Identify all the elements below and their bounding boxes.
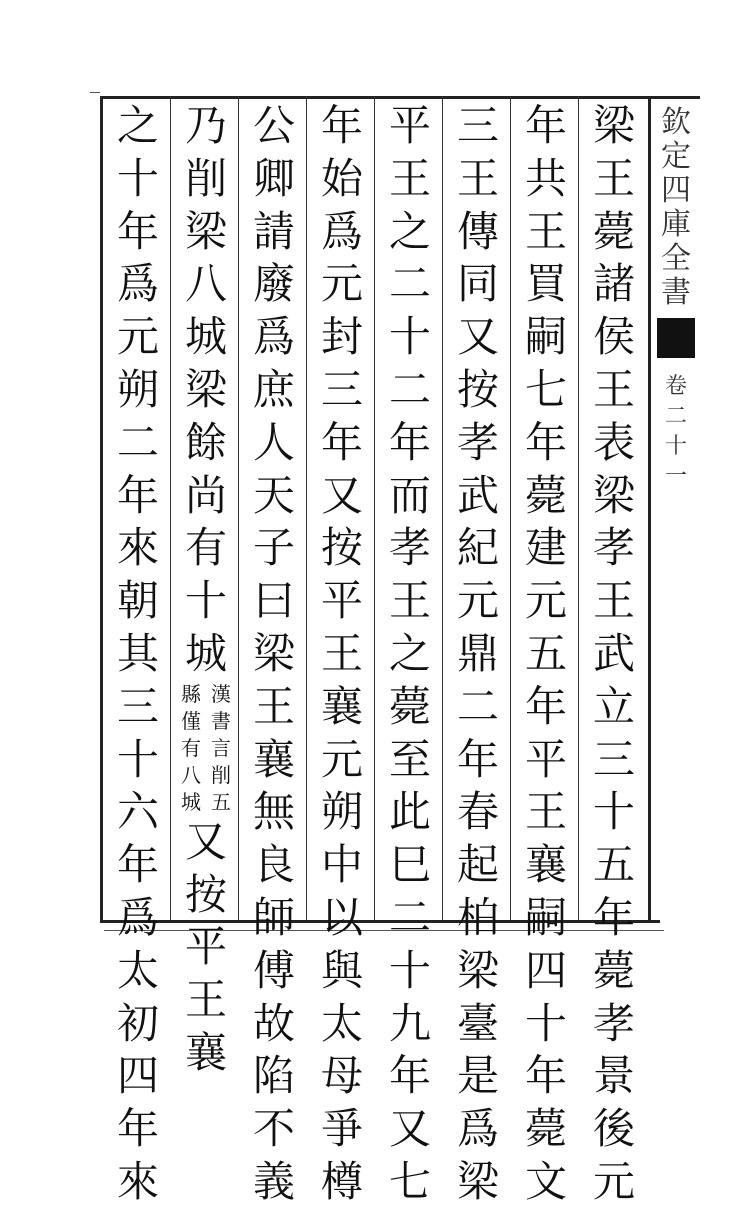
- text-column-6: [244, 100, 304, 1206]
- text-char: 六: [116, 787, 159, 837]
- text-char: 傅: [252, 945, 295, 995]
- book-title-char: 書: [661, 275, 691, 310]
- text-char: 請: [252, 206, 295, 256]
- note-char: 書: [211, 708, 231, 733]
- text-char: 王: [388, 153, 431, 203]
- text-char: 良: [252, 840, 295, 890]
- text-char: 乃: [184, 101, 227, 150]
- text-char: 嗣: [524, 312, 567, 362]
- column-rule: [306, 96, 307, 920]
- text-char: 梁: [456, 1156, 499, 1206]
- column-rule: [510, 96, 511, 920]
- text-char: 十: [116, 153, 159, 203]
- text-char: 三: [592, 734, 635, 784]
- text-char: 後: [592, 1104, 635, 1154]
- text-char: 鼎: [456, 628, 499, 678]
- text-char: 朔: [116, 364, 159, 414]
- text-char: 爲: [456, 1104, 499, 1154]
- text-char: 無: [252, 787, 295, 837]
- text-char: 平: [388, 101, 431, 150]
- note-char: 城: [181, 789, 201, 814]
- text-char: 年: [116, 1104, 159, 1154]
- text-char: 臺: [456, 998, 499, 1048]
- note-char: 漢: [211, 681, 231, 706]
- text-char: 五: [592, 840, 635, 890]
- interlinear-note: [176, 681, 236, 816]
- text-char: 十: [388, 945, 431, 995]
- note-column-right: [209, 681, 233, 816]
- text-char: 王: [592, 576, 635, 626]
- text-char: 三: [116, 681, 159, 731]
- text-char: 太: [320, 998, 363, 1048]
- volume-label-char: 卷: [664, 374, 687, 399]
- text-char: 王: [388, 576, 431, 626]
- text-char: 七: [388, 1156, 431, 1206]
- text-char: 紀: [456, 523, 499, 573]
- text-char: 十: [592, 787, 635, 837]
- text-char: 王: [456, 153, 499, 203]
- text-column-8: [108, 100, 168, 1206]
- text-char: 以: [320, 892, 363, 942]
- volume-label: [665, 372, 687, 492]
- text-char: 二: [388, 892, 431, 942]
- note-char: 縣: [181, 681, 201, 706]
- text-char: 孝: [388, 523, 431, 573]
- text-char: 二: [456, 681, 499, 731]
- text-char: 又: [388, 1104, 431, 1154]
- text-char: 三: [456, 101, 499, 150]
- text-char: 平: [320, 576, 363, 626]
- text-char: 師: [252, 892, 295, 942]
- text-char: 十: [116, 734, 159, 784]
- text-char: 共: [524, 153, 567, 203]
- text-char: 武: [592, 628, 635, 678]
- text-char: 薨: [388, 681, 431, 731]
- column-rule: [578, 96, 579, 920]
- text-char: 天: [252, 470, 295, 520]
- text-column-3: [448, 100, 508, 1206]
- text-char: 封: [320, 312, 363, 362]
- text-column-7: [176, 100, 236, 1077]
- note-char: 有: [181, 735, 201, 760]
- column-rule: [442, 96, 443, 920]
- text-char: 按: [184, 869, 227, 919]
- text-char: 不: [252, 1104, 295, 1154]
- book-title: [661, 106, 691, 310]
- text-char: 薨: [524, 1104, 567, 1154]
- volume-label-char: 一: [664, 464, 687, 489]
- text-char: 元: [116, 312, 159, 362]
- text-char: 表: [592, 417, 635, 467]
- text-char: 九: [388, 998, 431, 1048]
- note-column-left: [179, 681, 203, 816]
- text-char: 八: [184, 259, 227, 309]
- note-char: 削: [211, 762, 231, 787]
- text-char: 襄: [524, 840, 567, 890]
- text-char: 買: [524, 259, 567, 309]
- text-char: 廢: [252, 259, 295, 309]
- text-char: 武: [456, 470, 499, 520]
- text-char: 二: [116, 417, 159, 467]
- text-char: 建: [524, 523, 567, 573]
- text-char: 王: [252, 681, 295, 731]
- text-char: 王: [592, 153, 635, 203]
- text-char: 柏: [456, 892, 499, 942]
- text-char: 二: [388, 364, 431, 414]
- note-char: 八: [181, 762, 201, 787]
- text-char: 十: [524, 998, 567, 1048]
- column-rule: [374, 96, 375, 920]
- text-column-5: [312, 100, 372, 1206]
- text-char: 之: [388, 628, 431, 678]
- text-char: 年: [524, 681, 567, 731]
- text-char: 城: [184, 312, 227, 362]
- text-char: 梁: [184, 364, 227, 414]
- text-char: 起: [456, 840, 499, 890]
- text-char: 故: [252, 998, 295, 1048]
- text-char: 義: [252, 1156, 295, 1206]
- text-char: 巳: [388, 840, 431, 890]
- column-rule: [238, 96, 239, 920]
- note-char: 五: [211, 789, 231, 814]
- volume-label-char: 十: [664, 434, 687, 459]
- text-char: 餘: [184, 417, 227, 467]
- text-char: 同: [456, 259, 499, 309]
- text-char: 四: [116, 1051, 159, 1101]
- text-char: 王: [524, 787, 567, 837]
- text-char: 襄: [320, 681, 363, 731]
- volume-label-char: 二: [664, 404, 687, 429]
- text-char: 梁: [592, 470, 635, 520]
- text-char: 元: [456, 576, 499, 626]
- text-char: 元: [320, 259, 363, 309]
- text-char: 二: [388, 259, 431, 309]
- book-title-char: 全: [661, 241, 691, 276]
- text-char: 按: [320, 523, 363, 573]
- text-char: 城: [184, 628, 227, 678]
- text-char: 與: [320, 945, 363, 995]
- text-char: 朔: [320, 787, 363, 837]
- text-char: 子: [252, 523, 295, 573]
- text-char: 之: [388, 206, 431, 256]
- note-char: 僅: [181, 708, 201, 733]
- text-char: 景: [592, 1051, 635, 1101]
- text-char: 襄: [184, 1027, 227, 1077]
- text-char: 公: [252, 101, 295, 150]
- top-border-inner: [90, 92, 100, 93]
- note-char: 言: [211, 735, 231, 760]
- fish-tail-mark: [657, 318, 695, 358]
- text-char: 文: [524, 1156, 567, 1206]
- text-char: 曰: [252, 576, 295, 626]
- text-char: 其: [116, 628, 159, 678]
- text-char: 母: [320, 1051, 363, 1101]
- text-char: 孝: [592, 523, 635, 573]
- text-char: 爲: [116, 259, 159, 309]
- page-margin: [650, 100, 702, 915]
- text-char: 太: [116, 945, 159, 995]
- text-char: 立: [592, 681, 635, 731]
- text-char: 之: [116, 101, 159, 150]
- text-char: 來: [116, 1156, 159, 1206]
- text-char: 五: [524, 628, 567, 678]
- text-char: 梁: [456, 945, 499, 995]
- text-char: 元: [320, 734, 363, 784]
- book-title-char: 四: [661, 173, 691, 208]
- text-char: 元: [592, 1156, 635, 1206]
- text-char: 薨: [592, 945, 635, 995]
- text-char: 年: [388, 417, 431, 467]
- text-char: 而: [388, 470, 431, 520]
- left-border: [100, 96, 103, 922]
- text-char: 諸: [592, 259, 635, 309]
- text-char: 王: [320, 628, 363, 678]
- text-char: 又: [456, 312, 499, 362]
- text-char: 是: [456, 1051, 499, 1101]
- text-char: 襄: [252, 734, 295, 784]
- text-char: 梁: [252, 628, 295, 678]
- text-column-2: [516, 100, 576, 1206]
- book-title-char: 定: [661, 139, 691, 174]
- text-char: 年: [320, 417, 363, 467]
- text-char: 尚: [184, 470, 227, 520]
- book-title-char: 欽: [661, 105, 691, 140]
- text-char: 年: [456, 734, 499, 784]
- book-title-char: 庫: [661, 207, 691, 242]
- text-char: 來: [116, 523, 159, 573]
- text-char: 年: [388, 1051, 431, 1101]
- text-char: 朝: [116, 576, 159, 626]
- text-char: 三: [320, 364, 363, 414]
- text-char: 有: [184, 523, 227, 573]
- text-char: 年: [592, 892, 635, 942]
- text-char: 侯: [592, 312, 635, 362]
- text-char: 此: [388, 787, 431, 837]
- text-char: 傳: [456, 206, 499, 256]
- text-char: 梁: [184, 206, 227, 256]
- text-char: 人: [252, 417, 295, 467]
- text-char: 王: [524, 206, 567, 256]
- text-char: 孝: [456, 417, 499, 467]
- text-char: 王: [592, 364, 635, 414]
- text-char: 年: [524, 417, 567, 467]
- text-char: 年: [116, 206, 159, 256]
- text-char: 初: [116, 998, 159, 1048]
- text-char: 始: [320, 153, 363, 203]
- text-char: 爲: [116, 892, 159, 942]
- text-char: 爲: [320, 206, 363, 256]
- text-char: 梁: [592, 101, 635, 150]
- text-char: 年: [524, 101, 567, 150]
- text-char: 削: [184, 153, 227, 203]
- text-char: 年: [116, 840, 159, 890]
- text-char: 薨: [524, 470, 567, 520]
- text-char: 爲: [252, 312, 295, 362]
- text-char: 春: [456, 787, 499, 837]
- text-char: 平: [524, 734, 567, 784]
- text-char: 薨: [592, 206, 635, 256]
- text-char: 按: [456, 364, 499, 414]
- text-char: 年: [320, 101, 363, 150]
- text-char: 陷: [252, 1051, 295, 1101]
- text-char: 嗣: [524, 892, 567, 942]
- text-char: 平: [184, 922, 227, 972]
- text-char: 又: [184, 816, 227, 866]
- text-char: 十: [388, 312, 431, 362]
- text-char: 樽: [320, 1156, 363, 1206]
- text-char: 十: [184, 576, 227, 626]
- text-column-4: [380, 100, 440, 1206]
- text-char: 爭: [320, 1104, 363, 1154]
- top-border: [100, 96, 700, 99]
- text-char: 七: [524, 364, 567, 414]
- text-char: 至: [388, 734, 431, 784]
- text-char: 卿: [252, 153, 295, 203]
- text-char: 庶: [252, 364, 295, 414]
- text-char: 孝: [592, 998, 635, 1048]
- text-char: 又: [320, 470, 363, 520]
- text-char: 四: [524, 945, 567, 995]
- text-char: 王: [184, 975, 227, 1025]
- text-char: 中: [320, 840, 363, 890]
- text-column-1: [584, 100, 644, 1206]
- text-char: 年: [524, 1051, 567, 1101]
- column-rule: [170, 96, 171, 920]
- text-char: 元: [524, 576, 567, 626]
- text-char: 年: [116, 470, 159, 520]
